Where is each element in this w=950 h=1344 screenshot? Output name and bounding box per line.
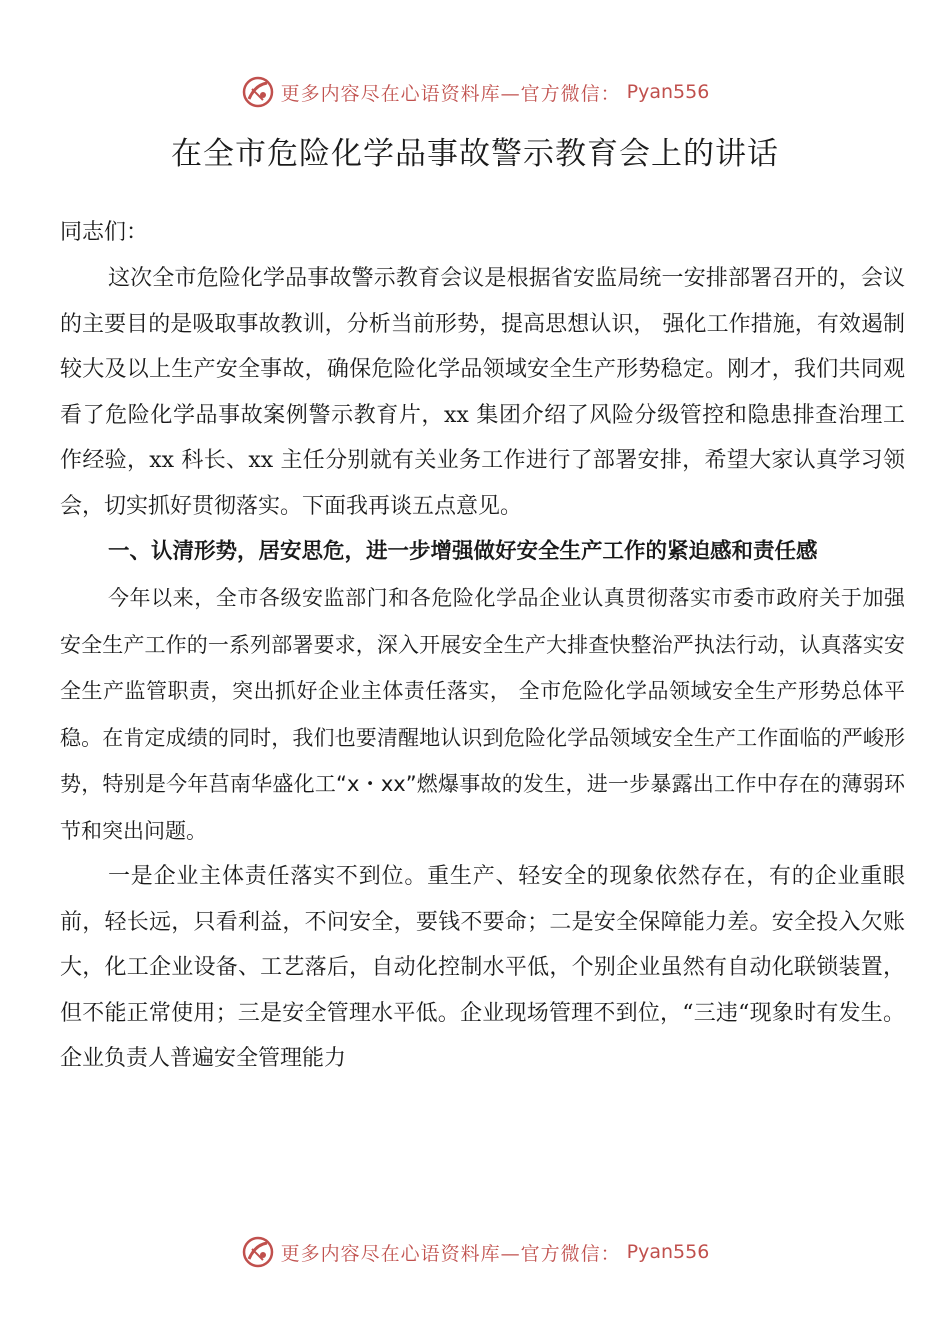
intro-paragraph: 这次全市危险化学品事故警示教育会议是根据省安监局统一安排部署召开的，会议的主要目的是吸取事故教训，分析当前形势，提高思想认识， 强化工作措施，有效遏制较大及以上生产安全事故，确保危险化学品领域安全生产形势稳定。刚才，我们共同观看了危险化学品事故案例警示教育片，xx 集团介绍了风险分级管控和隐患排查治理工作经验，xx 科长、xx 主任分别就有关业务工作进行了部署安排，希望大家认真学习领会，切实抓好贯彻落实。下面我再谈五点意见。 (60, 266, 905, 519)
watermark-text: 更多内容尽在心语资料库—官方微信： (280, 1242, 621, 1265)
section1-paragraph-1: 今年以来，全市各级安监部门和各危险化学品企业认真贯彻落实市委市政府关于加强安全生产工作的一系列部署要求，深入开展安全生产大排查快整治严执法行动，认真落实安全生产监管职责，突出抓好企业主体责任落实， 全市危险化学品领域安全生产形势总体平稳。在肯定成绩的同时，我们也要清醒地认识到危险化学品领域安全生产工作面临的严峻形势，特别是今年莒南华盛化工“x・xx”燃爆事故的发生，进一步暴露出工作中存在的薄弱环节和突出问题。 (60, 586, 905, 843)
document-body (60, 210, 905, 1082)
red-seal-logo-icon (241, 75, 275, 109)
watermark-wechat-id: Pyan556 (626, 1241, 710, 1263)
document-title: 在全市危险化学品事故警示教育会上的讲话 (171, 136, 779, 172)
red-seal-logo-icon (241, 1235, 275, 1269)
section-heading-1: 一、认清形势，居安思危，进一步增强做好安全生产工作的紧迫感和责任感 (108, 539, 818, 564)
salutation: 同志们： (60, 220, 149, 245)
footer-watermark (0, 1232, 950, 1272)
watermark-wechat-id: Pyan556 (626, 81, 710, 103)
section1-paragraph-2: 一是企业主体责任落实不到位。重生产、轻安全的现象依然存在，有的企业重眼前，轻长远，只看利益，不问安全，要钱不要命；二是安全保障能力差。安全投入欠账大，化工企业设备、工艺落后，自动化控制水平低，个别企业虽然有自动化联锁装置，但不能正常使用；三是安全管理水平低。企业现场管理不到位，“三违“现象时有发生。企业负责人普遍安全管理能力 (60, 864, 905, 1071)
header-watermark (0, 72, 950, 112)
watermark-text: 更多内容尽在心语资料库—官方微信： (280, 82, 621, 105)
